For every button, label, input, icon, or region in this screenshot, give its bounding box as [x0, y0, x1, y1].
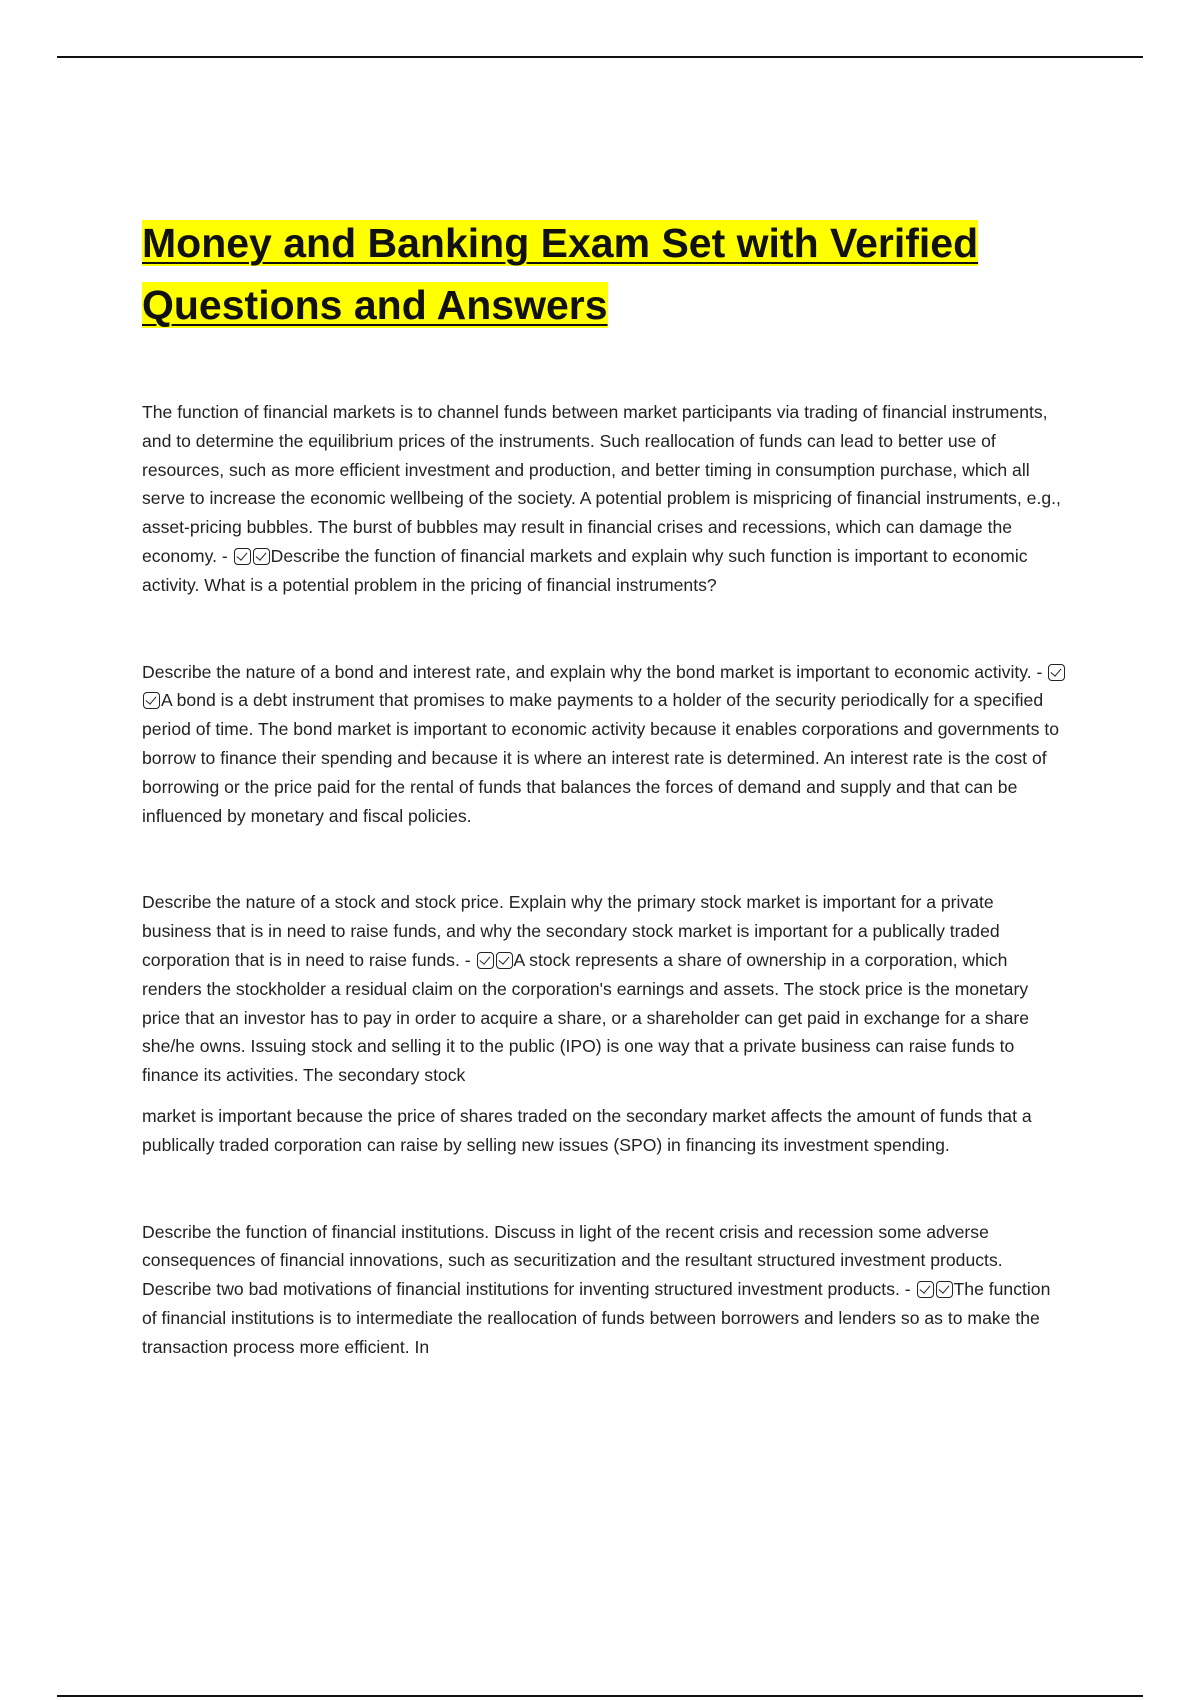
qa-item-1 [142, 398, 1067, 600]
separator: - [904, 1279, 911, 1300]
answer-continued-text: market is important because the price of shares traded on the secondary market affects the amount of funds that a publically traded corporation can raise by selling new issues (SPO) in financing its investment spending. [142, 1105, 1032, 1155]
answer-text: A stock represents a share of ownership in a corporation, which renders the stockholder a residual claim on the corporation's earnings and assets. The stock price is the monetary price that an investor has to pay in order to acquire a share, or a shareholder can get paid in exchange for a share she/he owns. Issuing stock and selling it to the public (IPO) is one way that a private business can raise funds to finance its activities. The secondary stock [142, 949, 1030, 1086]
answer-text: The function of financial institutions is to intermediate the reallocation of funds between borrowers and lenders so as to make the transaction process more efficient. In [142, 1279, 1051, 1357]
separator: - [221, 545, 228, 566]
qa-item-4 [142, 1218, 1067, 1362]
check-box-icon [143, 692, 160, 709]
document-title-text: Money and Banking Exam Set with Verified Questions and Answers [142, 220, 979, 328]
check-box-icon [477, 952, 494, 969]
question-text: Describe the function of financial institutions. Discuss in light of the recent crisis and recession some adverse consequences of financial innovations, such as securitization and the resultant structured investment products. Describe two bad motivations of financial institutions for inventing structured investment products. [142, 1221, 1003, 1300]
qa-item-3-continued [142, 1102, 1067, 1160]
bottom-rule [57, 1695, 1143, 1697]
check-box-icon [936, 1281, 953, 1298]
qa-item-3 [142, 888, 1067, 1090]
question-text: Describe the function of financial markets and explain why such function is important to economic activity. What is a potential problem in the pricing of financial instruments? [142, 545, 1028, 595]
check-box-icon [917, 1281, 934, 1298]
answer-text: A bond is a debt instrument that promises to make payments to a holder of the security periodically for a specified period of time. The bond market is important to economic activity because it enables corporations and governments to borrow to finance their spending and because it is where an interest rate is determined. An interest rate is the cost of borrowing or the price paid for the rental of funds that balances the forces of demand and supply and that can be influenced by monetary and fiscal policies. [142, 690, 1059, 826]
question-text: Describe the nature of a stock and stock price. Explain why the primary stock market is important for a private business that is in need to raise funds, and why the secondary stock market is important for a publically traded corporation that is in need to raise funds. [142, 892, 1000, 970]
qa-item-2 [142, 658, 1067, 831]
question-text: Describe the nature of a bond and interest rate, and explain why the bond market is important to economic activity. [142, 661, 1032, 682]
document-body [142, 212, 1067, 1362]
document-title [142, 212, 1067, 336]
separator: - [464, 949, 471, 970]
separator: - [1036, 661, 1043, 682]
check-box-icon [496, 952, 513, 969]
check-box-icon [1048, 664, 1065, 681]
answer-text: The function of financial markets is to channel funds between market participants via trading of financial instruments, and to determine the equilibrium prices of the instruments. Such reallocation of funds can lead to better use of resources, such as more efficient investment and production, and better timing in consumption purchase, which all serve to increase the economic wellbeing of the society. A potential problem is mispricing of financial instruments, e.g., asset-pricing bubbles. The burst of bubbles may result in financial crises and recessions, which can damage the economy. [142, 402, 1061, 566]
top-rule [57, 56, 1143, 58]
check-box-icon [253, 548, 270, 565]
check-box-icon [234, 548, 251, 565]
